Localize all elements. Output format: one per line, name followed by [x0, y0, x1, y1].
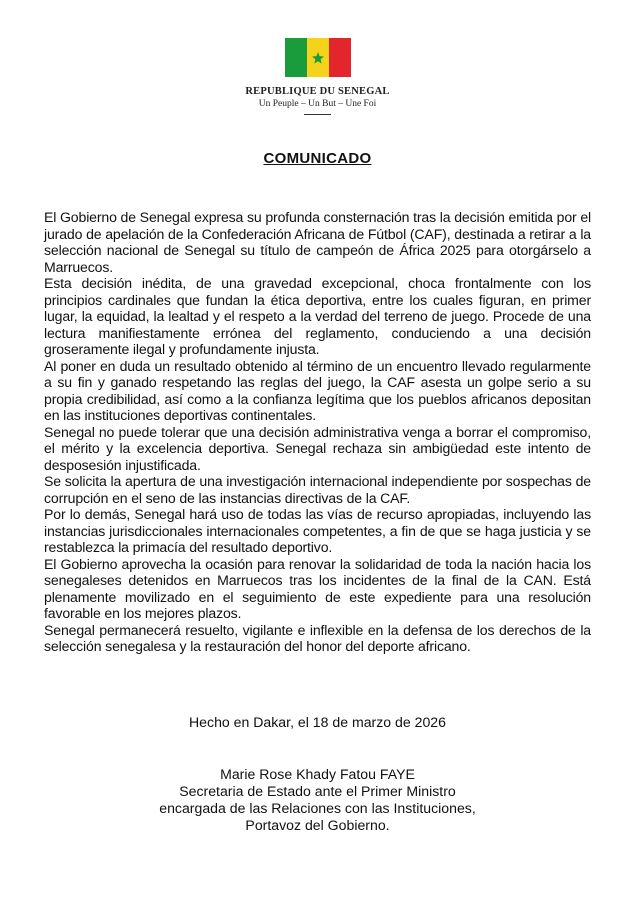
national-motto: Un Peuple – Un But – Une Foi [258, 99, 377, 109]
paragraph: El Gobierno de Senegal expresa su profunda consternación tras la decisión emitida por el jurado de apelación de la Confederación Africana de Fútbol (CAF), destinada a retirar a la selección nacional de Senegal su título de campeón de África 2025 para otorgárselo a Marruecos. [44, 209, 591, 275]
communique-body [44, 209, 591, 655]
senegal-flag [285, 38, 351, 77]
document-title: COMUNICADO [263, 150, 372, 167]
signatory-role: Secretaria de Estado ante el Primer Ministro [179, 783, 456, 799]
flag-red-band [329, 38, 351, 77]
paragraph: Esta decisión inédita, de una gravedad excepcional, choca frontalmente con los principios cardinales que fundan la ética deportiva, entre los cuales figuran, en primer lugar, la equidad, la lealtad y el respeto a la verdad del terreno de juego. Procede de una lectura manifiestamente errónea del reglamento, conduciendo a una decisión groseramente ilegal y profundamente injusta. [44, 275, 591, 357]
signatory-role: encargada de las Relaciones con las Instituciones, [159, 800, 476, 816]
flag-green-band [285, 38, 307, 77]
star-icon [312, 51, 325, 64]
paragraph: El Gobierno aprovecha la ocasión para renovar la solidaridad de toda la nación hacia los senegaleses detenidos en Marruecos tras los incidentes de la final de la CAN. Está plenamente movilizado en el seguimiento de este expediente para una resolución favorable en los mejores plazos. [44, 555, 591, 621]
paragraph: Senegal no puede tolerar que una decisión administrativa venga a borrar el compromiso, el mérito y la excelencia deportiva. Senegal rechaza sin ambigüedad este intento de desposesión injustificada. [44, 423, 591, 473]
flag-yellow-band [307, 38, 329, 77]
paragraph: Senegal permanecerá resuelto, vigilante e inflexible en la defensa de los derechos de la selección senegalesa y la restauración del honor del deporte africano. [44, 621, 591, 654]
place-and-date: Hecho en Dakar, el 18 de marzo de 2026 [189, 714, 446, 730]
paragraph: Por lo demás, Senegal hará uso de todas las vías de recurso apropiadas, incluyendo las instancias jurisdiccionales internacionales competentes, a fin de que se haga justicia y se restablezca la primacía del resultado deportivo. [44, 506, 591, 555]
paragraph: Al poner en duda un resultado obtenido al término de un encuentro llevado regularmente a su fin y ganado respetando las reglas del juego, la CAF asesta un golpe serio a su propia credibilidad, así como a la confianza legítima que los pueblos africanos depositan en las instituciones deportivas continentales. [44, 357, 591, 423]
republic-heading: REPUBLIQUE DU SENEGAL [245, 86, 390, 97]
signatory-role: Portavoz del Gobierno. [245, 817, 390, 833]
paragraph: Se solicita la apertura de una investigación internacional independiente por sospechas de corrupción en el seno de las instancias directivas de la CAF. [44, 473, 591, 506]
signature-block [100, 766, 535, 834]
header-divider [304, 114, 331, 115]
signatory-name: Marie Rose Khady Fatou FAYE [220, 766, 415, 782]
